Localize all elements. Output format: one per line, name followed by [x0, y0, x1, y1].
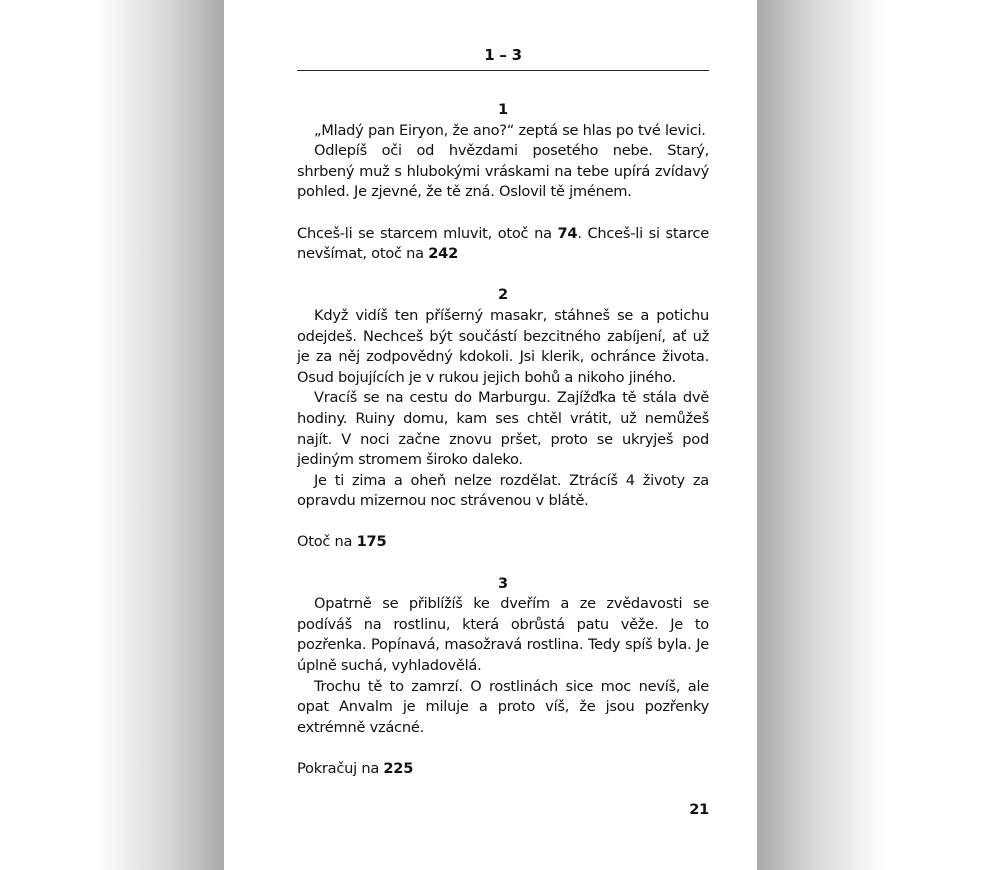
section-paragraph: Je ti zima a oheň nelze rozdělat. Ztrácíš 4 životy za opravdu mizernou noc strávenou v blátě.: [297, 471, 709, 510]
section-paragraph: Opatrně se přiblížíš ke dveřím a ze zvědavosti se podíváš na rostlinu, která obrůstá patu věže. Je to pozřenka. Popínavá, masožravá rostlina. Tedy spíš byla. Je úplně suchá, vyhladovělá.: [297, 595, 709, 675]
section-paragraph: Když vidíš ten příšerný masakr, stáhneš se a potichu odejdeš. Nechceš být součástí bezcitného zabíjení, ať už je za něj zodpovědný kdokoli. Jsi klerik, ochránce života. Osud bojujících je v rukou jejich bohů a nikoho jiného.: [297, 306, 709, 386]
choice-text: [297, 224, 709, 265]
choice-text-part: Chceš-li se starcem mluvit, otoč na: [297, 224, 558, 242]
section-paragraph: „Mladý pan Eiryon, že ano?“ zeptá se hlas po tvé levici.: [314, 121, 706, 139]
page-content: [297, 44, 709, 821]
section-3: [297, 574, 709, 780]
page-shadow-right: [757, 0, 885, 870]
section-1: [297, 100, 709, 265]
section-number: 1: [498, 101, 508, 118]
running-head: 1 – 3: [297, 44, 709, 71]
page-shadow-left: [96, 0, 224, 870]
choice-text-part: . Chceš-li si starce nevšímat, otoč na: [297, 224, 709, 263]
section-paragraph: Trochu tě to zamrzí. O rostlinách sice moc nevíš, ale opat Anvalm je miluje a proto víš, že jsou pozřenky extrémně vzácné.: [297, 677, 709, 736]
book-page: [224, 0, 757, 870]
section-number: 2: [498, 286, 508, 304]
section-paragraph: Vracíš se na cestu do Marburgu. Zajížďka tě stála dvě hodiny. Ruiny domu, kam ses chtěl vrátit, už nemůžeš najít. V noci začne znovu pršet, proto se ukryješ pod jediným stromem široko daleko.: [297, 389, 709, 469]
choice-text: [297, 532, 709, 553]
section-paragraph: Odlepíš oči od hvězdami posetého nebe. Starý, shrbený muž s hlubokými vráskami na tebe upírá zvídavý pohled. Je zjevné, že tě zná. Oslovil tě jménem.: [297, 142, 709, 201]
choice-text: [297, 759, 709, 780]
choice-text-part: Pokračuj na: [297, 760, 384, 777]
section-link-175[interactable]: 175: [356, 533, 387, 551]
section-gap: [297, 265, 709, 286]
section-2: [297, 285, 709, 553]
section-number: 3: [498, 574, 508, 592]
section-link-74[interactable]: 74: [557, 224, 578, 242]
section-gap: [297, 553, 709, 574]
section-link-225[interactable]: 225: [383, 760, 414, 777]
page-number: 21: [689, 801, 709, 819]
choice-text-part: Otoč na: [297, 533, 357, 551]
section-link-242[interactable]: 242: [428, 245, 458, 263]
